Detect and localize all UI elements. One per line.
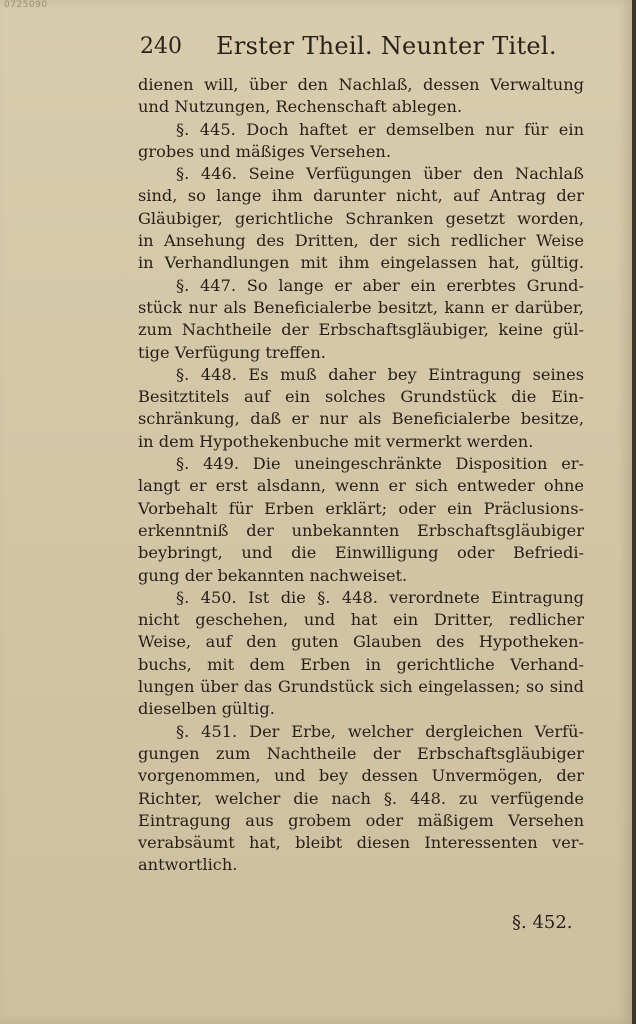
text-line: grobes und mäßiges Versehen. bbox=[138, 141, 391, 161]
text-line: schränkung, daß er nur als Beneficialerbe besitze, bbox=[138, 409, 584, 429]
body-text bbox=[138, 74, 584, 877]
text-line: Besitztitels auf ein solches Grundstück die Ein- bbox=[138, 387, 584, 407]
page-edge bbox=[632, 0, 636, 1024]
text-line: und Nutzungen, Rechenschaft ablegen. bbox=[138, 97, 463, 117]
text-line: sind, so lange ihm darunter nicht, auf Antrag der bbox=[138, 186, 584, 206]
text-line: tige Verfügung treffen. bbox=[138, 342, 326, 362]
page-number: 240 bbox=[140, 34, 182, 59]
paragraph-450-line: §. 450. Ist die §. 448. verordnete Eintragung bbox=[176, 587, 584, 607]
text-line: buchs, mit dem Erben in gerichtliche Verhand- bbox=[138, 654, 584, 674]
text-line: verabsäumt hat, bleibt diesen Interessenten ver- bbox=[138, 833, 584, 853]
catchword: §. 452. bbox=[512, 912, 573, 933]
paragraph-446-line: §. 446. Seine Verfügungen über den Nachlaß bbox=[176, 164, 584, 184]
paragraph-448-line: §. 448. Es muß daher bey Eintragung seines bbox=[176, 364, 584, 384]
text-line: erkenntniß der unbekannten Erbschaftsgläubiger bbox=[138, 520, 584, 540]
text-line: Gläubiger, gerichtliche Schranken gesetzt worden, bbox=[138, 208, 584, 228]
text-line: langt er erst alsdann, wenn er sich entweder ohne bbox=[138, 476, 584, 496]
scan-stamp: 0725090 bbox=[4, 0, 48, 10]
text-line: gung der bekannten nachweiset. bbox=[138, 565, 408, 585]
paragraph-449-line: §. 449. Die uneingeschränkte Disposition er- bbox=[176, 454, 584, 474]
text-line: lungen über das Grundstück sich eingelassen; so sind bbox=[138, 677, 584, 697]
text-line: Vorbehalt für Erben erklärt; oder ein Präclusions- bbox=[138, 498, 584, 518]
paragraph-447-line: §. 447. So lange er aber ein ererbtes Grund- bbox=[176, 275, 584, 295]
text-line: Weise, auf den guten Glauben des Hypotheken- bbox=[138, 632, 584, 652]
text-line: nicht geschehen, und hat ein Dritter, redlicher bbox=[138, 610, 584, 630]
text-line: stück nur als Beneficialerbe besitzt, kann er darüber, bbox=[138, 297, 584, 317]
running-head: Erster Theil. Neunter Titel. bbox=[216, 32, 557, 60]
text-line: in Ansehung des Dritten, der sich redlicher Weise bbox=[138, 231, 584, 251]
text-line: dieselben gültig. bbox=[138, 699, 275, 719]
page-header bbox=[140, 30, 560, 66]
paragraph-451-line: §. 451. Der Erbe, welcher dergleichen Verfü- bbox=[176, 721, 584, 741]
text-line: gungen zum Nachtheile der Erbschaftsgläubiger bbox=[138, 743, 584, 763]
text-line: in dem Hypothekenbuche mit vermerkt werden. bbox=[138, 431, 534, 451]
text-line: Eintragung aus grobem oder mäßigem Versehen bbox=[138, 810, 584, 830]
text-line: vorgenommen, und bey dessen Unvermögen, der bbox=[138, 766, 584, 786]
text-line: dienen will, über den Nachlaß, dessen Verwaltung bbox=[138, 75, 584, 94]
text-line: antwortlich. bbox=[138, 855, 238, 875]
text-line: Richter, welcher die nach §. 448. zu verfügende bbox=[138, 788, 584, 808]
text-line: beybringt, und die Einwilligung oder Befriedi- bbox=[138, 543, 584, 563]
text-line: zum Nachtheile der Erbschaftsgläubiger, keine gül- bbox=[138, 320, 584, 340]
paragraph-445-line: §. 445. Doch haftet er demselben nur für ein bbox=[176, 119, 584, 139]
text-line: in Verhandlungen mit ihm eingelassen hat, gültig. bbox=[138, 253, 584, 273]
